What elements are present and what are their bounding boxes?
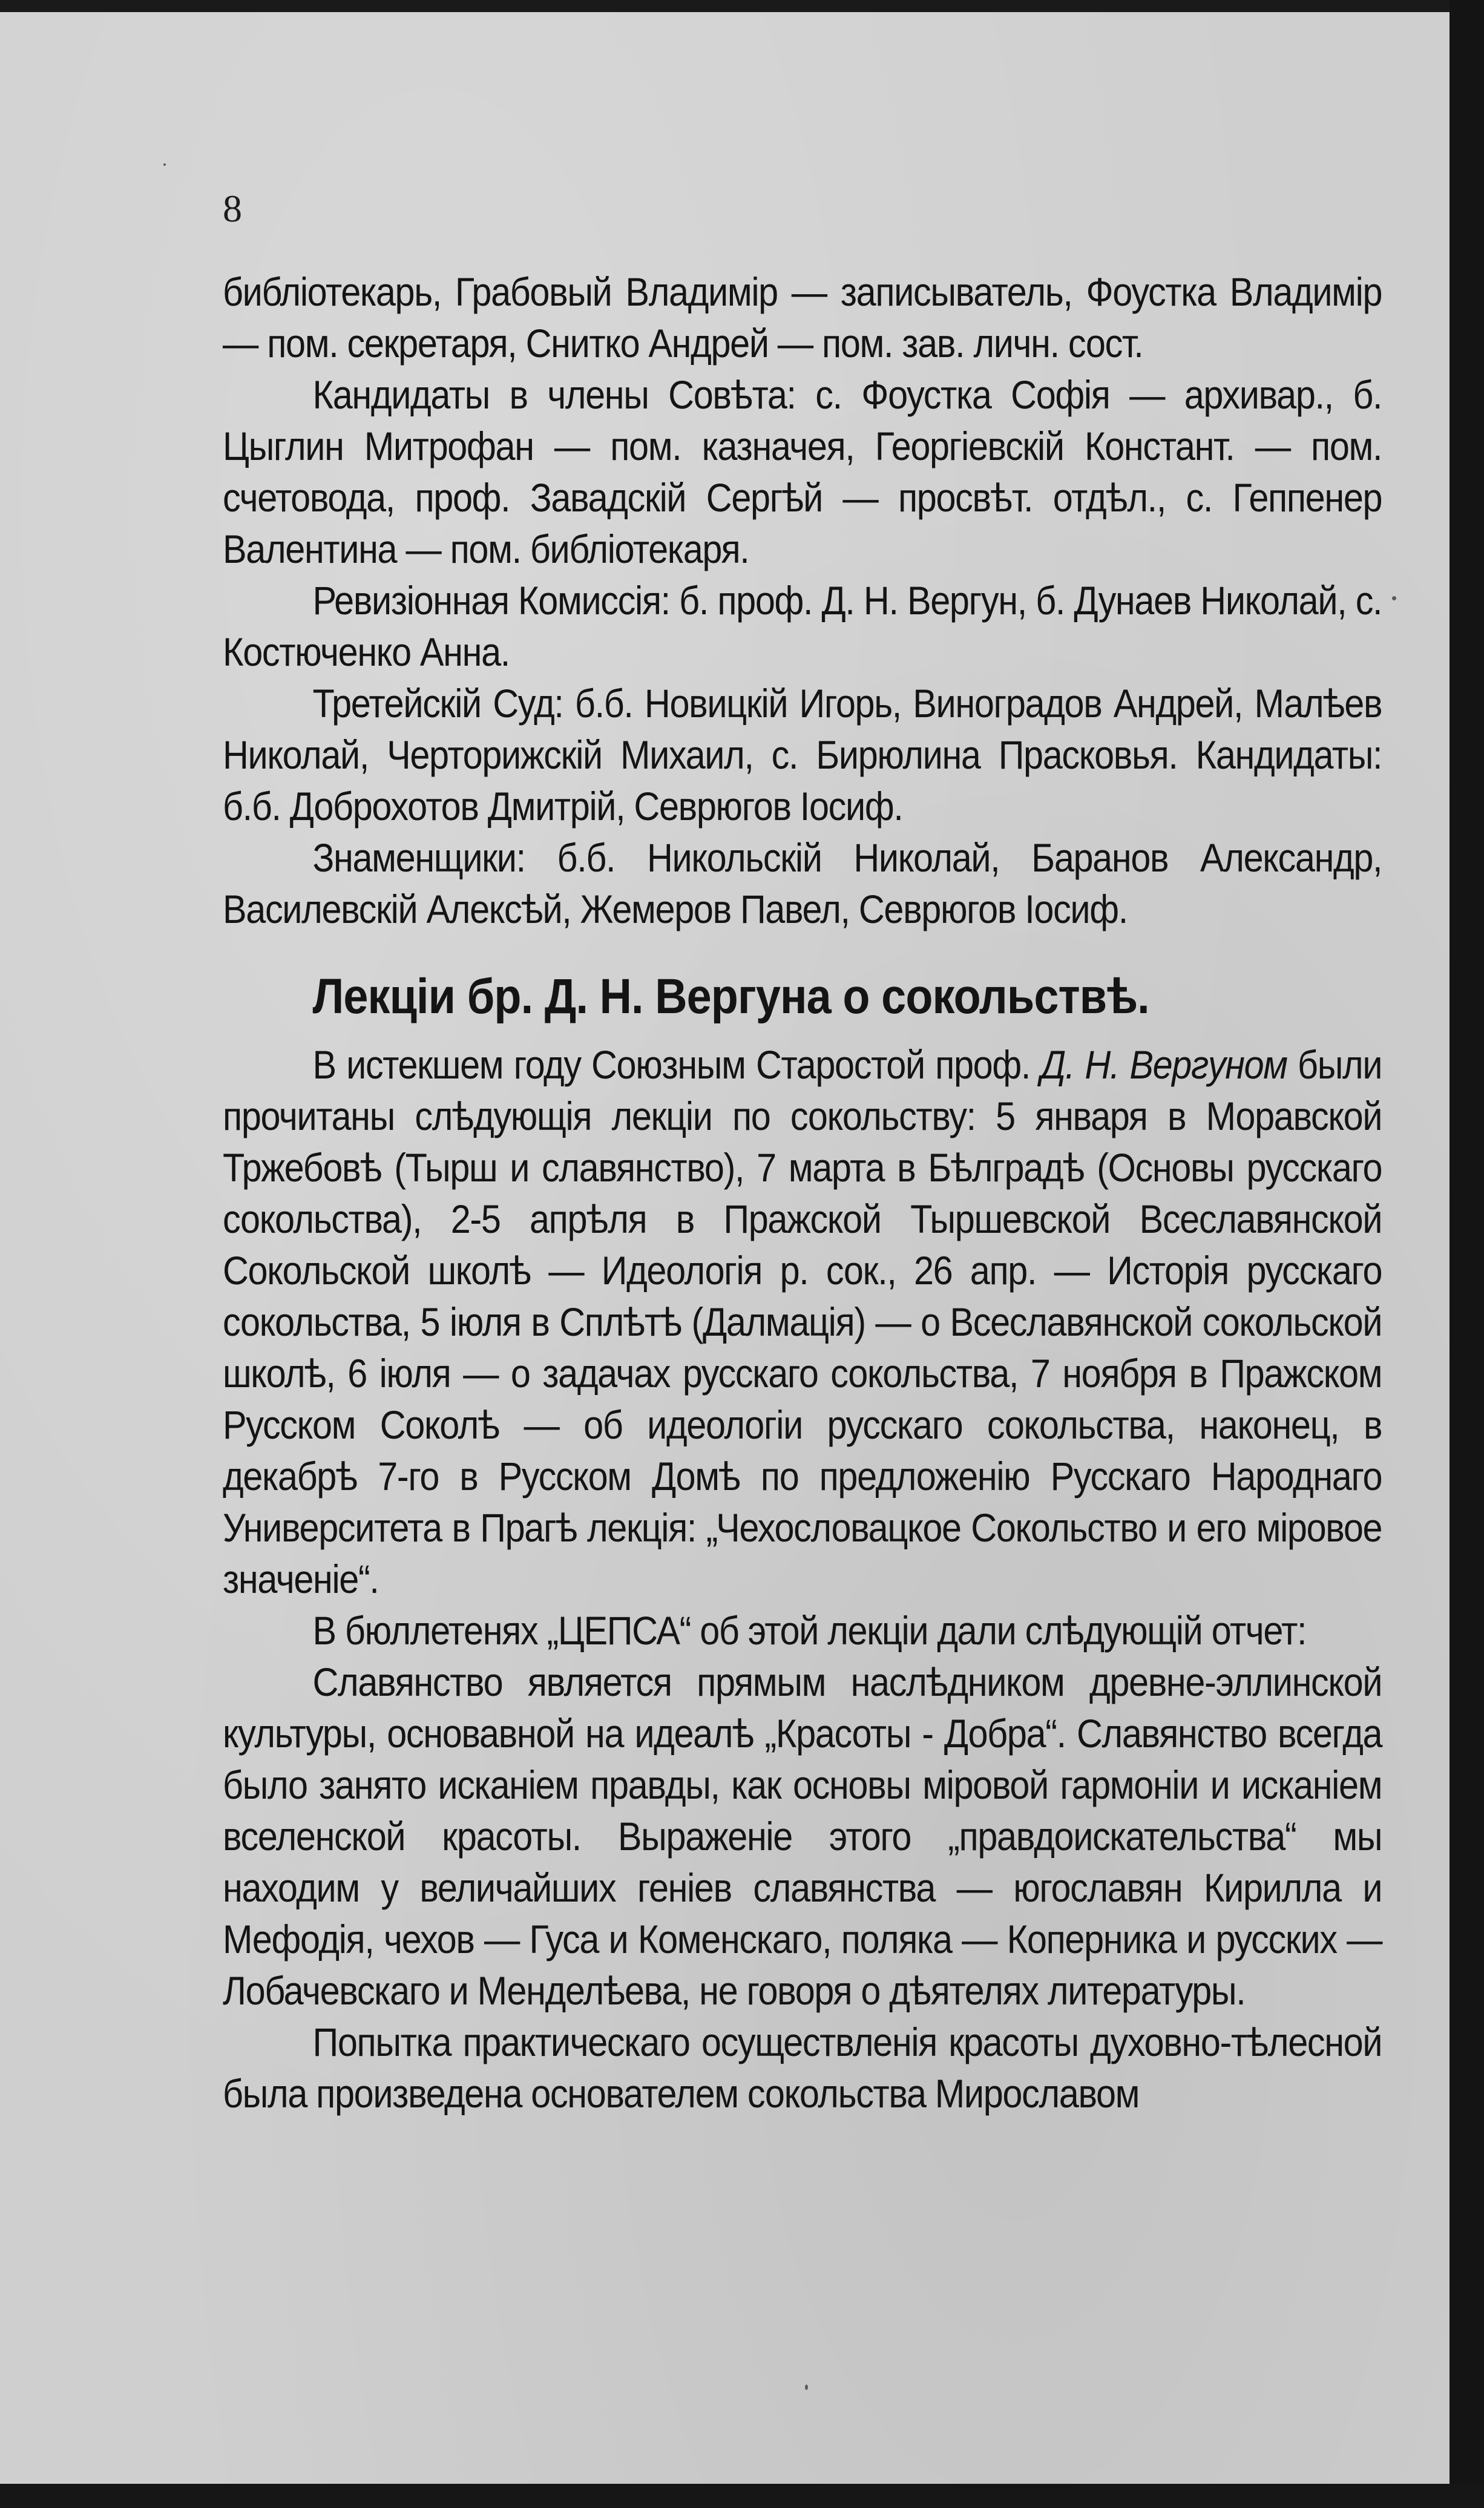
page-number: 8 <box>223 187 242 230</box>
paragraph-attempt: Попытка практическаго осуществленія красоты духовно-тѣлесной была произведена основателем сокольства Мирославом <box>223 2020 1382 2116</box>
paragraph-council-candidates: Кандидаты в члены Совѣта: с. Фоустка Софія — архивар., б. Цыглин Митрофан — пом. казначея, Георгіевскій Констант. — пом. счетовода, проф. Завадскій Сергѣй — просвѣт. отдѣл., с. Геппенер Валентина — пом. библіотекаря. <box>223 372 1382 571</box>
lecture-intro-before: В истекшем году Союзным Старостой проф. <box>312 1042 1030 1087</box>
paragraph-bulletin: В бюллетенях „ЦЕПСА“ об этой лекціи дали слѣдующій отчет: <box>312 1608 1307 1653</box>
paragraph-board-members: библіотекарь, Грабовый Владимір — записыватель, Фоустка Владимір — пом. секретаря, Снитко Андрей — пом. зав. личн. сост. <box>223 269 1382 366</box>
scan-speck <box>163 163 166 166</box>
paragraph-lectures <box>223 1039 1382 1605</box>
scan-edge-bottom <box>0 2484 1484 2508</box>
page-body-text <box>223 266 1382 2119</box>
paragraph-arbitration-court: Третейскій Суд: б.б. Новицкій Игорь, Виноградов Андрей, Малѣев Николай, Черторижскій Михаил, с. Бирюлина Прасковья. Кандидаты: б.б. Доброхотов Дмитрій, Севрюгов Іосиф. <box>223 681 1382 829</box>
scan-edge-right <box>1450 0 1484 2508</box>
lecturer-name: Д. Н. Вергуном <box>1040 1042 1287 1087</box>
lecture-intro-after: были прочитаны слѣдующія лекціи по сокольству: 5 января в Моравской Тржебовѣ (Тырш и славянство), 7 марта в Бѣлградѣ (Основы русскаго сокольства), 2-5 апрѣля в Пражской Тыршевской Всеславянской Сокольской школѣ — Идеологія р. сок., 26 апр. — Исторія русскаго сокольства, 5 іюля в Сплѣтѣ (Далмація) — о Всеславянской сокольской школѣ, 6 іюля — о задачах русскаго сокольства, 7 ноября в Пражском Русском Соколѣ — об идеологіи русскаго сокольства, наконец, в декабрѣ 7-го в Русском Домѣ по предложенію Русскаго Народнаго Университета в Прагѣ лекція: „Чехословацкое Сокольство и его міровое значеніе“. <box>223 1042 1382 1601</box>
paragraph-audit-commission: Ревизіонная Комиссія: б. проф. Д. Н. Вергун, б. Дунаев Николай, с. Костюченко Анна. <box>223 578 1382 674</box>
scan-speck <box>1392 596 1396 600</box>
scan-speck <box>805 2385 808 2390</box>
paragraph-standard-bearers: Знаменщики: б.б. Никольскій Николай, Баранов Александр, Василевскій Алексѣй, Жемеров Павел, Севрюгов Іосиф. <box>223 835 1382 931</box>
section-title: Лекціи бр. Д. Н. Вергуна о сокольствѣ. <box>312 969 1149 1024</box>
paragraph-slavdom: Славянство является прямым наслѣдником древне-эллинской культуры, основавной на идеалѣ „Красоты - Добра“. Славянство всегда было занято исканіем правды, как основы міровой гармоніи и исканіем вселенской красоты. Выраженіе этого „правдоискательства“ мы находим у величайших геніев славянства — югославян Кирилла и Мефодія, чехов — Гуса и Коменскаго, поляка — Коперника и русских — Лобачевскаго и Менделѣева, не говоря о дѣятелях литературы. <box>223 1659 1382 2013</box>
scanned-page <box>0 12 1450 2484</box>
